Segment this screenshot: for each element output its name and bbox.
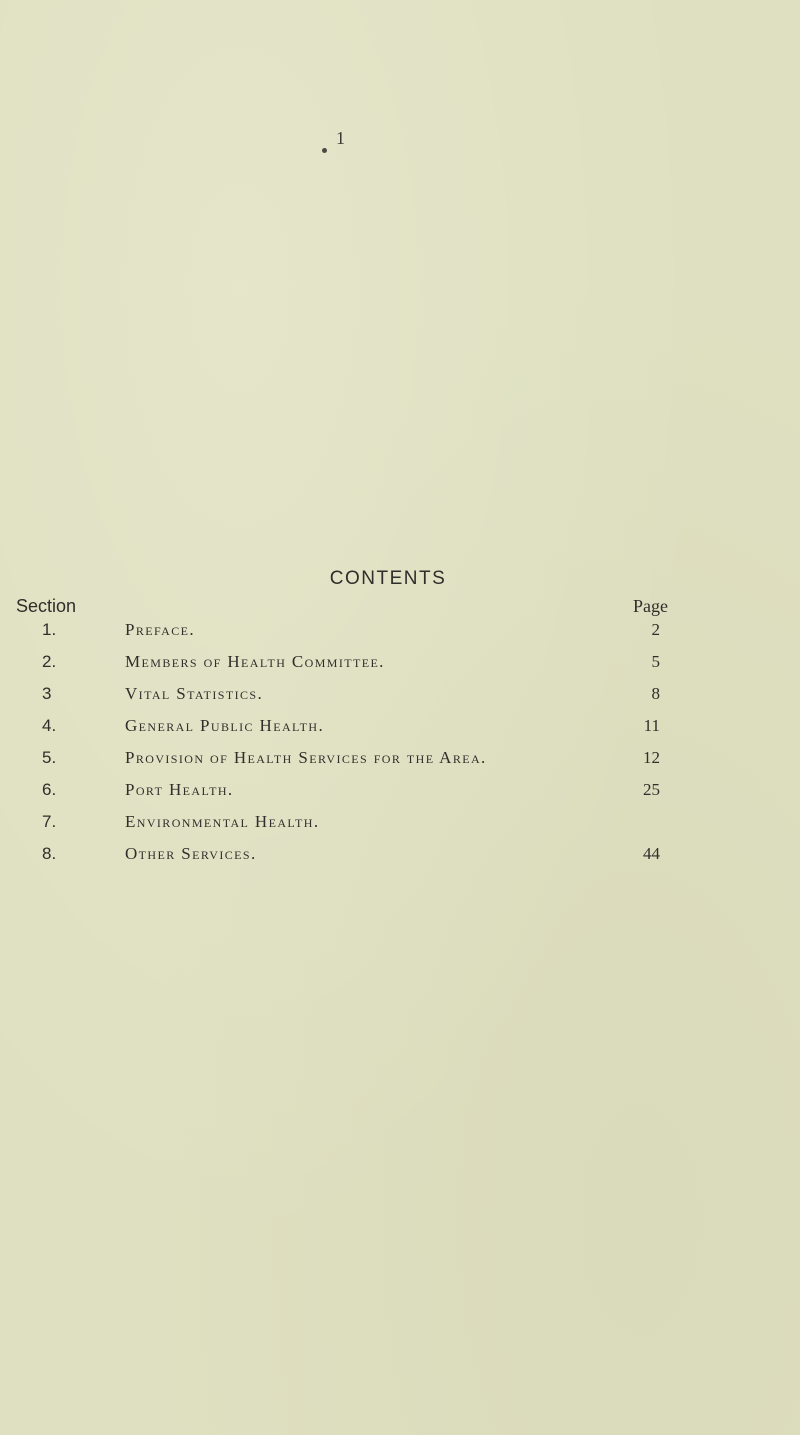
page-column-header: Page (633, 596, 668, 616)
toc-entry-members-of-health-committee (0, 652, 800, 684)
toc-entry-number: 7. (42, 812, 57, 831)
toc-entry-number: 8. (42, 844, 57, 863)
toc-entry-title: General Public Health. (125, 716, 325, 735)
toc-entry-title: Preface. (125, 620, 196, 639)
toc-entry-page: 12 (643, 748, 660, 767)
page-number: 1 (336, 128, 345, 148)
toc-entry-number: 6. (42, 780, 57, 799)
toc-entry-environmental-health (0, 812, 800, 844)
table-of-contents (0, 620, 800, 876)
toc-entry-number: 1. (42, 620, 57, 639)
ink-speck (322, 148, 327, 153)
toc-entry-title: Environmental Health. (125, 812, 320, 831)
toc-entry-title: Provision of Health Services for the Area. (125, 748, 487, 767)
toc-entry-port-health (0, 780, 800, 812)
toc-entry-title: Vital Statistics. (125, 684, 264, 703)
toc-entry-page: 44 (643, 844, 660, 863)
toc-entry-page: 8 (651, 684, 660, 703)
toc-entry-title: Port Health. (125, 780, 234, 799)
toc-entry-number: 2. (42, 652, 57, 671)
toc-entry-page: 2 (651, 620, 660, 639)
toc-entry-number: 5. (42, 748, 57, 767)
toc-entry-number: 3 (42, 684, 52, 703)
toc-entry-provision-of-health-services (0, 748, 800, 780)
toc-entry-page: 11 (643, 716, 660, 735)
toc-entry-title: Other Services. (125, 844, 257, 863)
toc-entry-number: 4. (42, 716, 57, 735)
toc-entry-page: 25 (643, 780, 660, 799)
contents-title: CONTENTS (329, 568, 447, 589)
toc-entry-general-public-health (0, 716, 800, 748)
section-column-header: Section (16, 596, 77, 616)
toc-entry-vital-statistics (0, 684, 800, 716)
toc-entry-page: 5 (651, 652, 660, 671)
toc-entry-other-services (0, 844, 800, 876)
toc-entry-preface (0, 620, 800, 652)
toc-entry-title: Members of Health Committee. (125, 652, 385, 671)
